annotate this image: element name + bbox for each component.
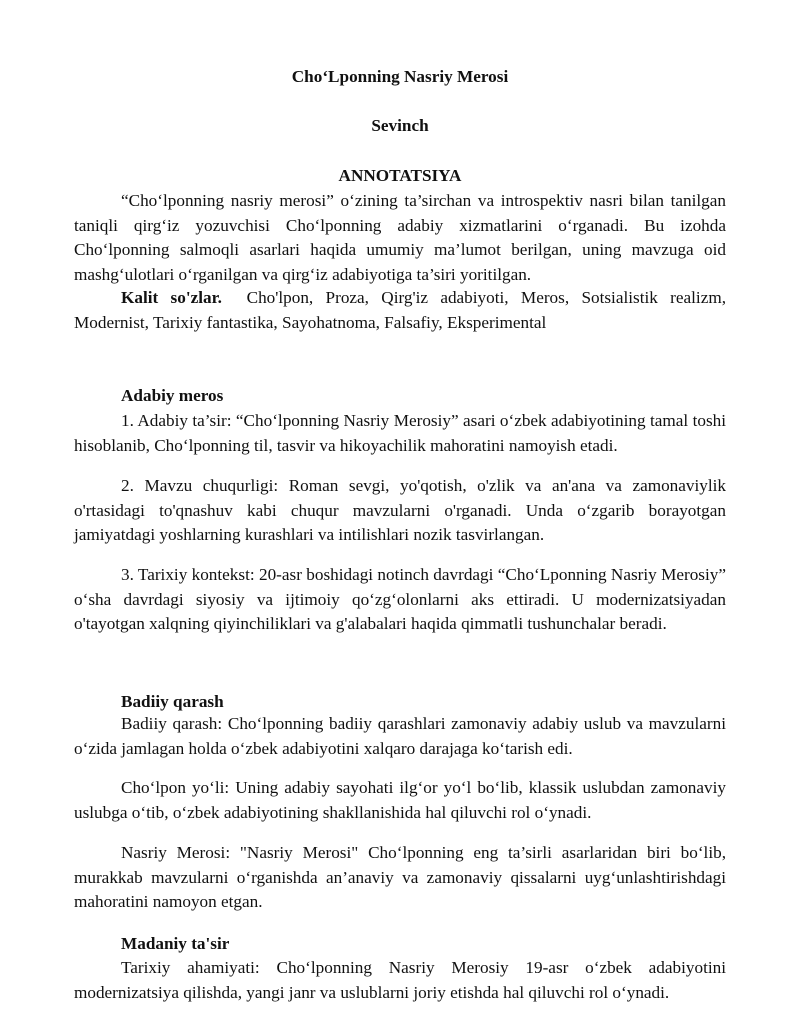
section-heading-cultural-impact: Madaniy ta'sir bbox=[121, 934, 230, 953]
document-title: Cho‘Lponning Nasriy Merosi bbox=[291, 67, 509, 86]
paragraph: Badiiy qarash: Cho‘lponning badiiy qarashlari zamonaviy adabiy uslub va mavzularni o‘zida jamlagan holda o‘zbek adabiyotini xalqaro darajaga ko‘tarish edi. bbox=[74, 714, 726, 758]
author-name: Sevinch bbox=[371, 116, 429, 135]
keywords-paragraph bbox=[74, 286, 726, 335]
paragraph: Nasriy Merosi: "Nasriy Merosi" Cho‘lponning eng ta’sirli asarlaridan biri bo‘lib, murakkab mavzularni o‘rganishda an’anaviy va zamonaviy qissalarni uyg‘unlashtirishdagi mahoratini namoyon etgan. bbox=[74, 843, 726, 911]
paragraph: Tarixiy ahamiyati: Cho‘lponning Nasriy Merosiy 19-asr o‘zbek adabiyotini modernizatsiya qilishda, yangi janr va uslublarni joriy etishda hal qiluvchi rol o‘ynadi. bbox=[74, 958, 726, 1002]
paragraph: Cho‘lpon yo‘li: Uning adabiy sayohati ilg‘or yo‘l bo‘lib, klassik uslubdan zamonaviy uslubga o‘tib, o‘zbek adabiyotining shakllanishida hal qiluvchi rol o‘ynadi. bbox=[74, 778, 726, 822]
paragraph: 3. Tarixiy kontekst: 20-asr boshidagi notinch davrdagi “Cho‘Lponning Nasriy Merosiy” o‘sha davrdagi siyosiy va ijtimoiy qo‘zg‘olonlarni aks ettiradi. U modernizatsiyadan o'tayotgan xalqning qiyinchiliklari va g'alabalari haqida qimmatli tushunchalar beradi. bbox=[74, 565, 726, 633]
section-heading-artistic-view: Badiiy qarash bbox=[121, 692, 224, 711]
section-heading-literary-heritage: Adabiy meros bbox=[121, 386, 224, 405]
abstract-heading: ANNOTATSIYA bbox=[338, 166, 462, 185]
keywords-text: Cho'lpon, Proza, Qirg'iz adabiyoti, Meros, Sotsialistik realizm, Modernist, Tarixiy fantastika, Sayohatnoma, Falsafiy, Eksperimental bbox=[74, 288, 726, 332]
abstract-paragraph: “Cho‘lponning nasriy merosi” o‘zining ta’sirchan va introspektiv nasri bilan tanilgan taniqli qirg‘iz yozuvchisi Cho‘lponning adabiy xizmatlarini o‘rganadi. Bu izohda Cho‘lponning salmoqli asarlari haqida umumiy ma’lumot berilgan, uning mavzuga oid mashg‘ulotlari o‘rganilgan va qirg‘iz adabiyotiga ta’siri yoritilgan. bbox=[74, 191, 726, 284]
keywords-label: Kalit so'zlar. bbox=[121, 288, 222, 307]
paragraph: 2. Mavzu chuqurligi: Roman sevgi, yo'qotish, o'zlik va an'ana va zamonaviylik o'rtasidagi to'qnashuv kabi chuqur mavzularni o'rganadi. Unda o‘zgarib borayotgan jamiyatdagi yoshlarning kurashlari va intilishlari nozik tasvirlangan. bbox=[74, 476, 726, 544]
paragraph: 1. Adabiy ta’sir: “Cho‘lponning Nasriy Merosiy” asari o‘zbek adabiyotining tamal toshi hisoblanib, Cho‘lponning til, tasvir va hikoyachilik mahoratini namoyish etadi. bbox=[74, 411, 726, 455]
